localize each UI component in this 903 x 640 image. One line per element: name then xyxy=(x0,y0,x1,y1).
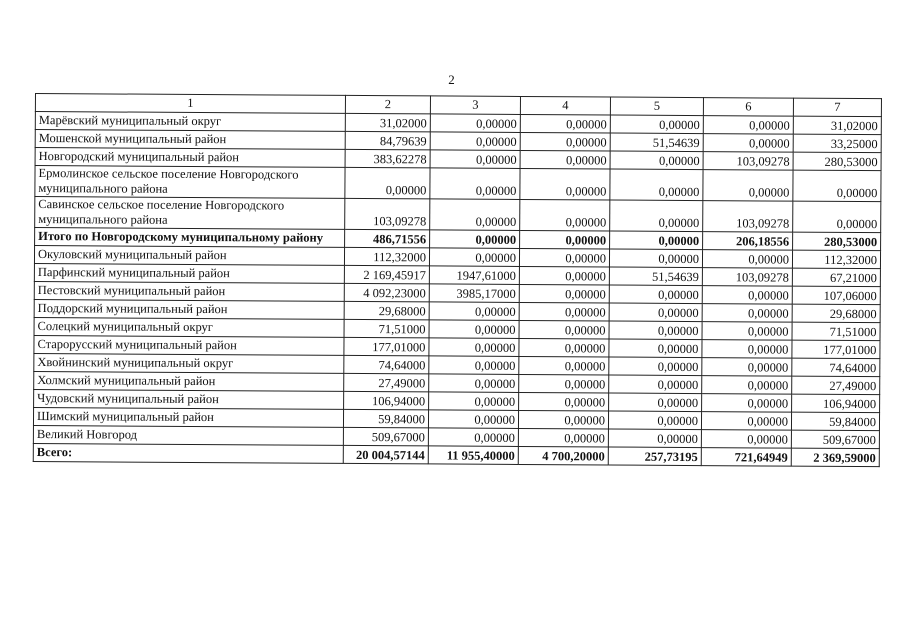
row-name-cell: Хвойнинский муниципальный округ xyxy=(34,353,344,373)
row-name-cell: Савинское сельское поселение Новгородского муниципального района xyxy=(35,197,345,230)
value-cell: 0,00000 xyxy=(610,200,703,232)
value-cell: 280,53000 xyxy=(793,152,881,171)
row-name-cell: Окуловский муниципальный район xyxy=(34,246,344,266)
value-cell: 0,00000 xyxy=(430,168,520,200)
value-cell: 0,00000 xyxy=(702,250,792,269)
value-cell: 257,73195 xyxy=(608,447,701,466)
value-cell: 0,00000 xyxy=(610,169,703,201)
value-cell: 0,00000 xyxy=(609,375,702,394)
value-cell: 0,00000 xyxy=(428,410,518,429)
row-name-cell: Поддорский муниципальный район xyxy=(34,299,344,319)
value-cell: 486,71556 xyxy=(345,229,430,248)
value-cell: 0,00000 xyxy=(429,374,519,393)
value-cell: 0,00000 xyxy=(609,321,702,340)
value-cell: 0,00000 xyxy=(609,393,702,412)
row-name-cell: Шимский муниципальный район xyxy=(33,407,343,427)
value-cell: 107,06000 xyxy=(792,286,880,305)
value-cell: 103,09278 xyxy=(703,152,793,171)
value-cell: 27,49000 xyxy=(792,376,880,395)
value-cell: 383,62278 xyxy=(345,149,430,168)
allocation-table xyxy=(33,93,882,467)
value-cell: 177,01000 xyxy=(792,340,880,359)
value-cell: 0,00000 xyxy=(520,199,610,231)
value-cell: 0,00000 xyxy=(519,302,609,321)
value-cell: 0,00000 xyxy=(519,320,609,339)
column-header: 2 xyxy=(345,95,430,114)
value-cell: 33,25000 xyxy=(793,134,881,153)
value-cell: 0,00000 xyxy=(429,356,519,375)
value-cell: 29,68000 xyxy=(344,301,429,320)
column-header: 6 xyxy=(703,98,793,117)
value-cell: 0,00000 xyxy=(429,392,519,411)
value-cell: 4 700,20000 xyxy=(518,446,608,465)
value-cell: 0,00000 xyxy=(518,428,608,447)
row-name-cell: Новгородский муниципальный район xyxy=(35,148,345,168)
value-cell: 0,00000 xyxy=(428,428,518,447)
value-cell: 67,21000 xyxy=(792,268,880,287)
value-cell: 0,00000 xyxy=(520,230,610,249)
value-cell: 509,67000 xyxy=(791,430,879,449)
value-cell: 0,00000 xyxy=(701,430,791,449)
row-name-cell: Чудовский муниципальный район xyxy=(34,389,344,409)
value-cell: 0,00000 xyxy=(429,320,519,339)
row-name-cell: Итого по Новгородскому муниципальному району xyxy=(35,228,345,248)
value-cell: 0,00000 xyxy=(519,248,609,267)
value-cell: 0,00000 xyxy=(609,249,702,268)
value-cell: 0,00000 xyxy=(608,429,701,448)
value-cell: 103,09278 xyxy=(702,268,792,287)
value-cell: 0,00000 xyxy=(702,394,792,413)
value-cell: 106,94000 xyxy=(792,394,880,413)
table-body xyxy=(33,112,881,467)
value-cell: 0,00000 xyxy=(518,410,608,429)
column-header: 7 xyxy=(793,98,881,117)
value-cell: 3985,17000 xyxy=(429,284,519,303)
row-name-cell: Старорусский муниципальный район xyxy=(34,335,344,355)
value-cell: 0,00000 xyxy=(702,340,792,359)
row-name-cell: Солецкий муниципальный округ xyxy=(34,317,344,337)
value-cell: 0,00000 xyxy=(345,167,430,199)
value-cell: 31,02000 xyxy=(793,116,881,135)
value-cell: 0,00000 xyxy=(793,201,881,233)
value-cell: 2 369,59000 xyxy=(791,448,879,467)
row-name-cell: Парфинский муниципальный район xyxy=(34,263,344,283)
value-cell: 0,00000 xyxy=(519,266,609,285)
value-cell: 0,00000 xyxy=(609,285,702,304)
value-cell: 51,54639 xyxy=(609,267,702,286)
value-cell: 0,00000 xyxy=(703,170,793,202)
value-cell: 112,32000 xyxy=(344,247,429,266)
value-cell: 71,51000 xyxy=(344,319,429,338)
row-name-cell: Холмский муниципальный район xyxy=(34,371,344,391)
value-cell: 0,00000 xyxy=(519,374,609,393)
value-cell: 0,00000 xyxy=(429,338,519,357)
value-cell: 103,09278 xyxy=(345,198,430,230)
value-cell: 51,54639 xyxy=(610,133,703,152)
value-cell: 0,00000 xyxy=(430,230,520,249)
value-cell: 0,00000 xyxy=(519,284,609,303)
value-cell: 280,53000 xyxy=(793,232,881,251)
value-cell: 0,00000 xyxy=(519,356,609,375)
value-cell: 0,00000 xyxy=(429,248,519,267)
value-cell: 509,67000 xyxy=(343,427,428,446)
value-cell: 0,00000 xyxy=(702,286,792,305)
value-cell: 59,84000 xyxy=(791,412,879,431)
value-cell: 106,94000 xyxy=(344,391,429,410)
page-number: 2 xyxy=(448,72,455,87)
column-header: 3 xyxy=(430,96,520,115)
value-cell: 0,00000 xyxy=(609,303,702,322)
value-cell: 74,64000 xyxy=(792,358,880,377)
value-cell: 0,00000 xyxy=(520,168,610,200)
value-cell: 2 169,45917 xyxy=(344,265,429,284)
value-cell: 0,00000 xyxy=(430,199,520,231)
value-cell: 4 092,23000 xyxy=(344,283,429,302)
value-cell: 59,84000 xyxy=(343,409,428,428)
value-cell: 1947,61000 xyxy=(429,266,519,285)
row-name-cell: Ермолинское сельское поселение Новгородского муниципального района xyxy=(35,166,345,199)
value-cell: 0,00000 xyxy=(520,150,610,169)
value-cell: 0,00000 xyxy=(702,322,792,341)
column-header: 1 xyxy=(35,94,345,114)
value-cell: 0,00000 xyxy=(519,338,609,357)
value-cell: 0,00000 xyxy=(609,357,702,376)
table-row xyxy=(35,166,881,202)
value-cell: 0,00000 xyxy=(610,151,703,170)
value-cell: 0,00000 xyxy=(703,116,793,135)
row-name-cell: Марёвский муниципальный округ xyxy=(35,112,345,132)
value-cell: 0,00000 xyxy=(519,392,609,411)
value-cell: 0,00000 xyxy=(429,302,519,321)
column-header: 5 xyxy=(610,97,703,116)
column-header: 4 xyxy=(520,96,610,115)
value-cell: 0,00000 xyxy=(702,376,792,395)
value-cell: 103,09278 xyxy=(703,201,793,233)
value-cell: 0,00000 xyxy=(793,170,881,202)
value-cell: 0,00000 xyxy=(609,339,702,358)
value-cell: 20 004,57144 xyxy=(343,445,428,464)
value-cell: 721,64949 xyxy=(701,448,791,467)
value-cell: 0,00000 xyxy=(703,134,793,153)
value-cell: 29,68000 xyxy=(792,304,880,323)
table-row xyxy=(35,197,881,233)
value-cell: 0,00000 xyxy=(608,411,701,430)
value-cell: 0,00000 xyxy=(610,115,703,134)
value-cell: 177,01000 xyxy=(344,337,429,356)
value-cell: 112,32000 xyxy=(792,250,880,269)
row-name-cell: Мошенской муниципальный район xyxy=(35,130,345,150)
value-cell: 84,79639 xyxy=(345,131,430,150)
value-cell: 0,00000 xyxy=(702,358,792,377)
row-name-cell: Пестовский муниципальный район xyxy=(34,281,344,301)
value-cell: 74,64000 xyxy=(344,355,429,374)
row-name-cell: Всего: xyxy=(33,443,343,463)
value-cell: 0,00000 xyxy=(430,150,520,169)
value-cell: 0,00000 xyxy=(702,304,792,323)
value-cell: 0,00000 xyxy=(430,114,520,133)
value-cell: 206,18556 xyxy=(703,232,793,251)
value-cell: 0,00000 xyxy=(430,132,520,151)
value-cell: 27,49000 xyxy=(344,373,429,392)
value-cell: 0,00000 xyxy=(610,231,703,250)
row-name-cell: Великий Новгород xyxy=(33,425,343,445)
value-cell: 0,00000 xyxy=(520,114,610,133)
value-cell: 31,02000 xyxy=(345,113,430,132)
value-cell: 71,51000 xyxy=(792,322,880,341)
value-cell: 0,00000 xyxy=(701,412,791,431)
value-cell: 11 955,40000 xyxy=(428,446,518,465)
value-cell: 0,00000 xyxy=(520,132,610,151)
